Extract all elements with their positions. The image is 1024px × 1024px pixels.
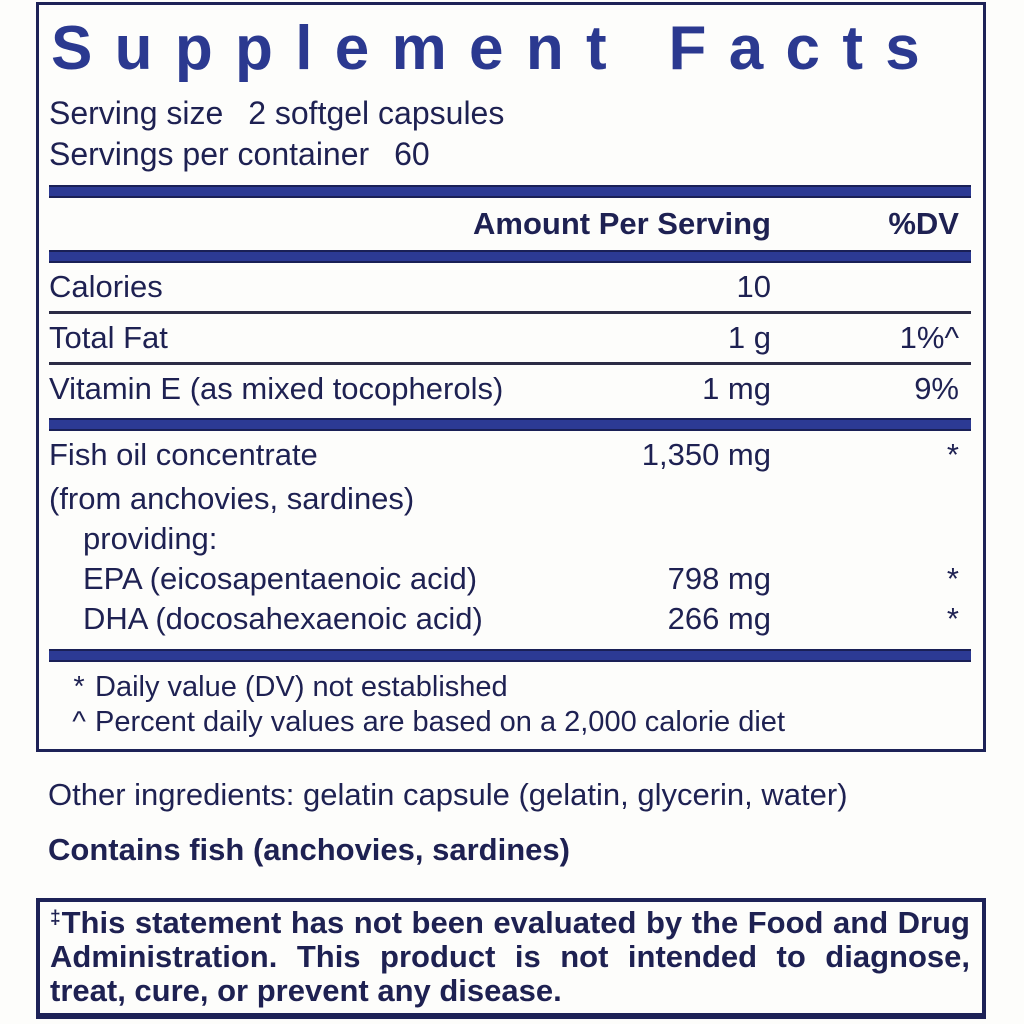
nutrient-name: (from anchovies, sardines) [49, 481, 415, 516]
nutrient-name: Fish oil concentrate [49, 437, 318, 472]
nutrient-name: providing: [83, 521, 218, 556]
supplement-facts-title: Supplement Facts [51, 14, 943, 83]
thick-separator [49, 185, 971, 198]
servings-per-container-value: 60 [394, 136, 430, 172]
footnote-dv-not-established [49, 670, 971, 705]
nutrient-dv [771, 480, 971, 518]
footnotes [49, 670, 971, 740]
nutrient-name: DHA (docosahexaenoic acid) [83, 601, 483, 636]
nutrient-dv: * [946, 601, 959, 636]
serving-size-value: 2 softgel capsules [248, 95, 505, 131]
nutrient-row-fish-oil [49, 431, 971, 479]
nutrient-row-calories [49, 263, 971, 311]
percent-dv-header: %DV [888, 206, 959, 241]
nutrient-dv: * [946, 437, 959, 472]
nutrient-row-vitamin-e [49, 365, 971, 413]
nutrient-name: EPA (eicosapentaenoic acid) [83, 561, 478, 596]
nutrient-amount: 266 mg [667, 601, 771, 636]
nutrient-dv: 1%^ [899, 320, 959, 355]
nutrient-name: Vitamin E (as mixed tocopherols) [49, 371, 504, 406]
nutrient-amount [521, 520, 771, 558]
servings-per-container-label: Servings per container [49, 136, 370, 172]
supplement-facts-panel [36, 2, 986, 752]
nutrient-name: Calories [49, 269, 163, 304]
table-header-row [49, 198, 971, 250]
nutrient-row-fish-oil-source [49, 479, 971, 519]
disclaimer-dagger-symbol: ‡ [50, 907, 62, 929]
footnote-text: Percent daily values are based on a 2,000 calorie diet [95, 706, 785, 738]
amount-per-serving-header: Amount Per Serving [473, 206, 771, 241]
nutrient-dv: 9% [914, 371, 959, 406]
nutrient-dv [771, 520, 971, 558]
allergen-statement: Contains fish (anchovies, sardines) [48, 832, 570, 867]
other-ingredients-text: Other ingredients: gelatin capsule (gelatin, glycerin, water) [48, 777, 848, 812]
nutrient-row-dha [49, 599, 971, 639]
nutrient-amount: 798 mg [667, 561, 771, 596]
fda-disclaimer-box [36, 898, 986, 1019]
nutrient-row-providing [49, 519, 971, 559]
nutrient-amount [521, 480, 771, 518]
footnote-symbol: ^ [72, 706, 86, 738]
nutrient-name: Total Fat [49, 320, 168, 355]
nutrient-dv: * [946, 561, 959, 596]
nutrient-amount: 1 g [727, 320, 771, 355]
footnote-symbol: * [73, 671, 85, 703]
nutrient-amount: 1,350 mg [641, 437, 771, 472]
thick-separator [49, 250, 971, 263]
nutrient-row-epa [49, 559, 971, 599]
servings-per-container-line [49, 134, 971, 175]
nutrient-amount: 10 [736, 269, 771, 304]
nutrient-dv [771, 268, 971, 306]
nutrient-amount: 1 mg [702, 371, 771, 406]
serving-info [49, 93, 971, 175]
footnote-calorie-diet [49, 705, 971, 740]
serving-size-label: Serving size [49, 95, 224, 131]
thick-separator [49, 649, 971, 662]
serving-size-line [49, 93, 971, 134]
nutrient-row-total-fat [49, 314, 971, 362]
disclaimer-text: This statement has not been evaluated by the Food and Drug Administration. This product is not intended to diagnose, treat, cure, or prevent any disease. [50, 905, 970, 1008]
thick-separator [49, 418, 971, 431]
footnote-text: Daily value (DV) not established [95, 671, 508, 703]
